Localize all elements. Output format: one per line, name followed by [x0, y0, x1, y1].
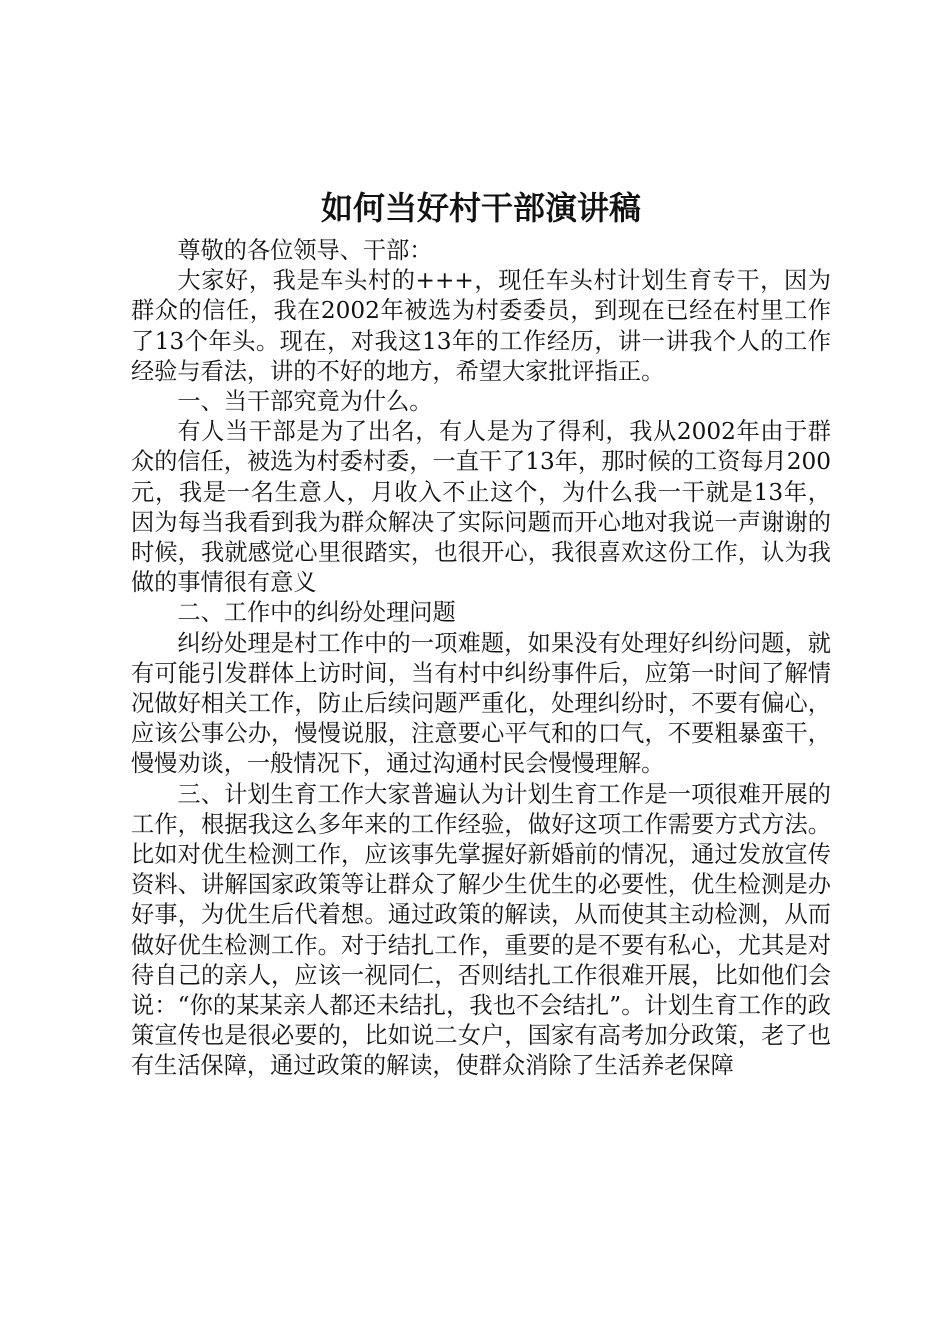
page-title: 如何当好村干部演讲稿	[320, 189, 641, 227]
paragraph-salutation: 尊敬的各位领导、干部：	[177, 237, 433, 264]
document-page	[131, 180, 831, 1082]
paragraph-section-1: 有人当干部是为了出名，有人是为了得利，我从2002年由于群众的信任，被选为村委村委，一直干了13年，那时候的工资每月200元，我是一名生意人，月收入不止这个，为什么我一干就是13年，因为每当我看到我为群众解决了实际问题而开心地对我说一声谢谢的时候，我就感觉心里很踏实，也很开心，我很喜欢这份工作，认为我做的事情很有意义	[131, 418, 831, 597]
paragraph-introduction: 大家好，我是车头村的+++，现任车头村计划生育专干，因为群众的信任，我在2002年被选为村委委员，到现在已经在村里工作了13个年头。现在，对我这13年的工作经历，讲一讲我个人的工作经验与看法，讲的不好的地方，希望大家批评指正。	[131, 267, 831, 385]
paragraph-section-2: 纠纷处理是村工作中的一项难题，如果没有处理好纠纷问题，就有可能引发群体上访时间，当有村中纠纷事件后，应第一时间了解情况做好相关工作，防止后续问题严重化，处理纠纷时，不要有偏心，应该公事公办，慢慢说服，注意要心平气和的口气，不要粗暴蛮干，慢慢劝谈，一般情况下，通过沟通村民会慢慢理解。	[131, 629, 831, 778]
section-heading-2: 二、工作中的纠纷处理问题	[177, 599, 456, 627]
section-heading-1: 一、当干部究竟为什么。	[177, 388, 433, 416]
paragraph-section-3: 三、计划生育工作大家普遍认为计划生育工作是一项很难开展的工作，根据我这么多年来的工作经验，做好这项工作需要方式方法。比如对优生检测工作，应该事先掌握好新婚前的情况，通过发放宣传资料、讲解国家政策等让群众了解少生优生的必要性，优生检测是办好事，为优生后代着想。通过政策的解读，从而使其主动检测，从而做好优生检测工作。对于结扎工作，重要的是不要有私心，尤其是对待自己的亲人，应该一视同仁，否则结扎工作很难开展，比如他们会说：“你的某某亲人都还未结扎，我也不会结扎”。计划生育工作的政策宣传也是很必要的，比如说二女户，国家有高考加分政策，老了也有生活保障，通过政策的解读，使群众消除了生活养老保障	[131, 780, 831, 1080]
